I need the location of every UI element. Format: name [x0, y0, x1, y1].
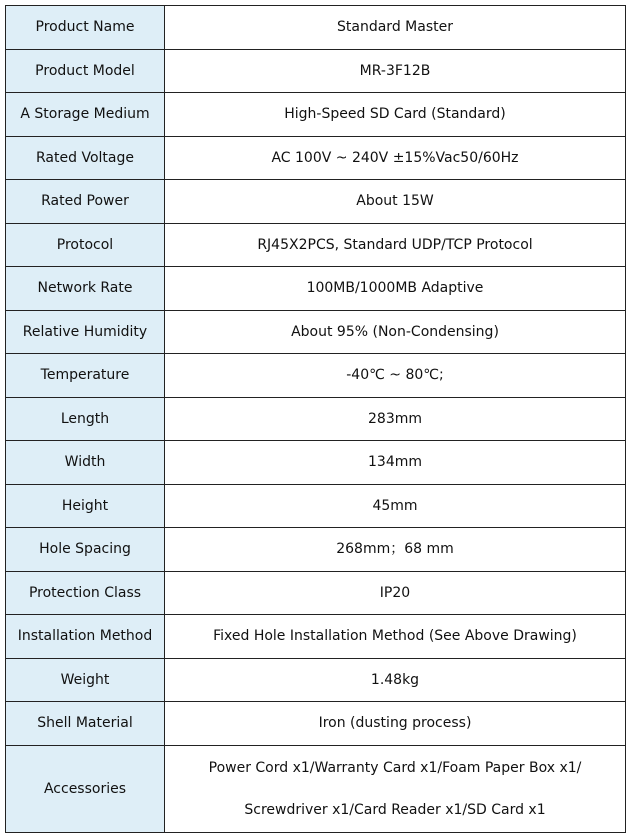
- table-row: [6, 702, 626, 746]
- spec-value: Standard Master: [165, 6, 626, 50]
- table-row: [6, 310, 626, 354]
- table-row: [6, 49, 626, 93]
- spec-value: Iron (dusting process): [165, 702, 626, 746]
- spec-value: High-Speed SD Card (Standard): [165, 93, 626, 137]
- table-row-accessories: [6, 745, 626, 832]
- table-row: [6, 571, 626, 615]
- table-row: [6, 6, 626, 50]
- accessories-line-1: Power Cord x1/Warranty Card x1/Foam Paper Box x1/: [208, 759, 582, 776]
- spec-label: Shell Material: [6, 702, 165, 746]
- accessories-line-2: Screwdriver x1/Card Reader x1/SD Card x1: [244, 801, 546, 818]
- spec-value: IP20: [165, 571, 626, 615]
- spec-label: Hole Spacing: [6, 528, 165, 572]
- spec-value: About 15W: [165, 180, 626, 224]
- spec-label: Product Model: [6, 49, 165, 93]
- spec-label: Rated Power: [6, 180, 165, 224]
- spec-value: Fixed Hole Installation Method (See Above Drawing): [165, 615, 626, 659]
- table-row: [6, 484, 626, 528]
- table-row: [6, 615, 626, 659]
- spec-label: Accessories: [6, 745, 165, 832]
- spec-value: 45mm: [165, 484, 626, 528]
- spec-label: Product Name: [6, 6, 165, 50]
- spec-label: Protection Class: [6, 571, 165, 615]
- spec-value: 100MB/1000MB Adaptive: [165, 267, 626, 311]
- spec-label: Network Rate: [6, 267, 165, 311]
- table-row: [6, 354, 626, 398]
- spec-label: Length: [6, 397, 165, 441]
- table-row: [6, 136, 626, 180]
- table-row: [6, 180, 626, 224]
- specification-table: [5, 5, 626, 833]
- table-row: [6, 267, 626, 311]
- table-row: [6, 223, 626, 267]
- table-row: [6, 441, 626, 485]
- accessories-value: [165, 745, 626, 832]
- table-row: [6, 397, 626, 441]
- spec-value: 1.48kg: [165, 658, 626, 702]
- spec-value: -40℃ ~ 80℃;: [165, 354, 626, 398]
- spec-label: Protocol: [6, 223, 165, 267]
- spec-value: 268mm；68 mm: [165, 528, 626, 572]
- spec-label: Installation Method: [6, 615, 165, 659]
- spec-value: 283mm: [165, 397, 626, 441]
- spec-label: Height: [6, 484, 165, 528]
- table-row: [6, 93, 626, 137]
- spec-label: Relative Humidity: [6, 310, 165, 354]
- spec-value: MR-3F12B: [165, 49, 626, 93]
- spec-value: 134mm: [165, 441, 626, 485]
- spec-label: Temperature: [6, 354, 165, 398]
- spec-value: About 95% (Non-Condensing): [165, 310, 626, 354]
- spec-label: Width: [6, 441, 165, 485]
- table-row: [6, 658, 626, 702]
- spec-label: Rated Voltage: [6, 136, 165, 180]
- spec-label: Weight: [6, 658, 165, 702]
- table-row: [6, 528, 626, 572]
- spec-label: A Storage Medium: [6, 93, 165, 137]
- spec-value: RJ45X2PCS, Standard UDP/TCP Protocol: [165, 223, 626, 267]
- spec-value: AC 100V ~ 240V ±15%Vac50/60Hz: [165, 136, 626, 180]
